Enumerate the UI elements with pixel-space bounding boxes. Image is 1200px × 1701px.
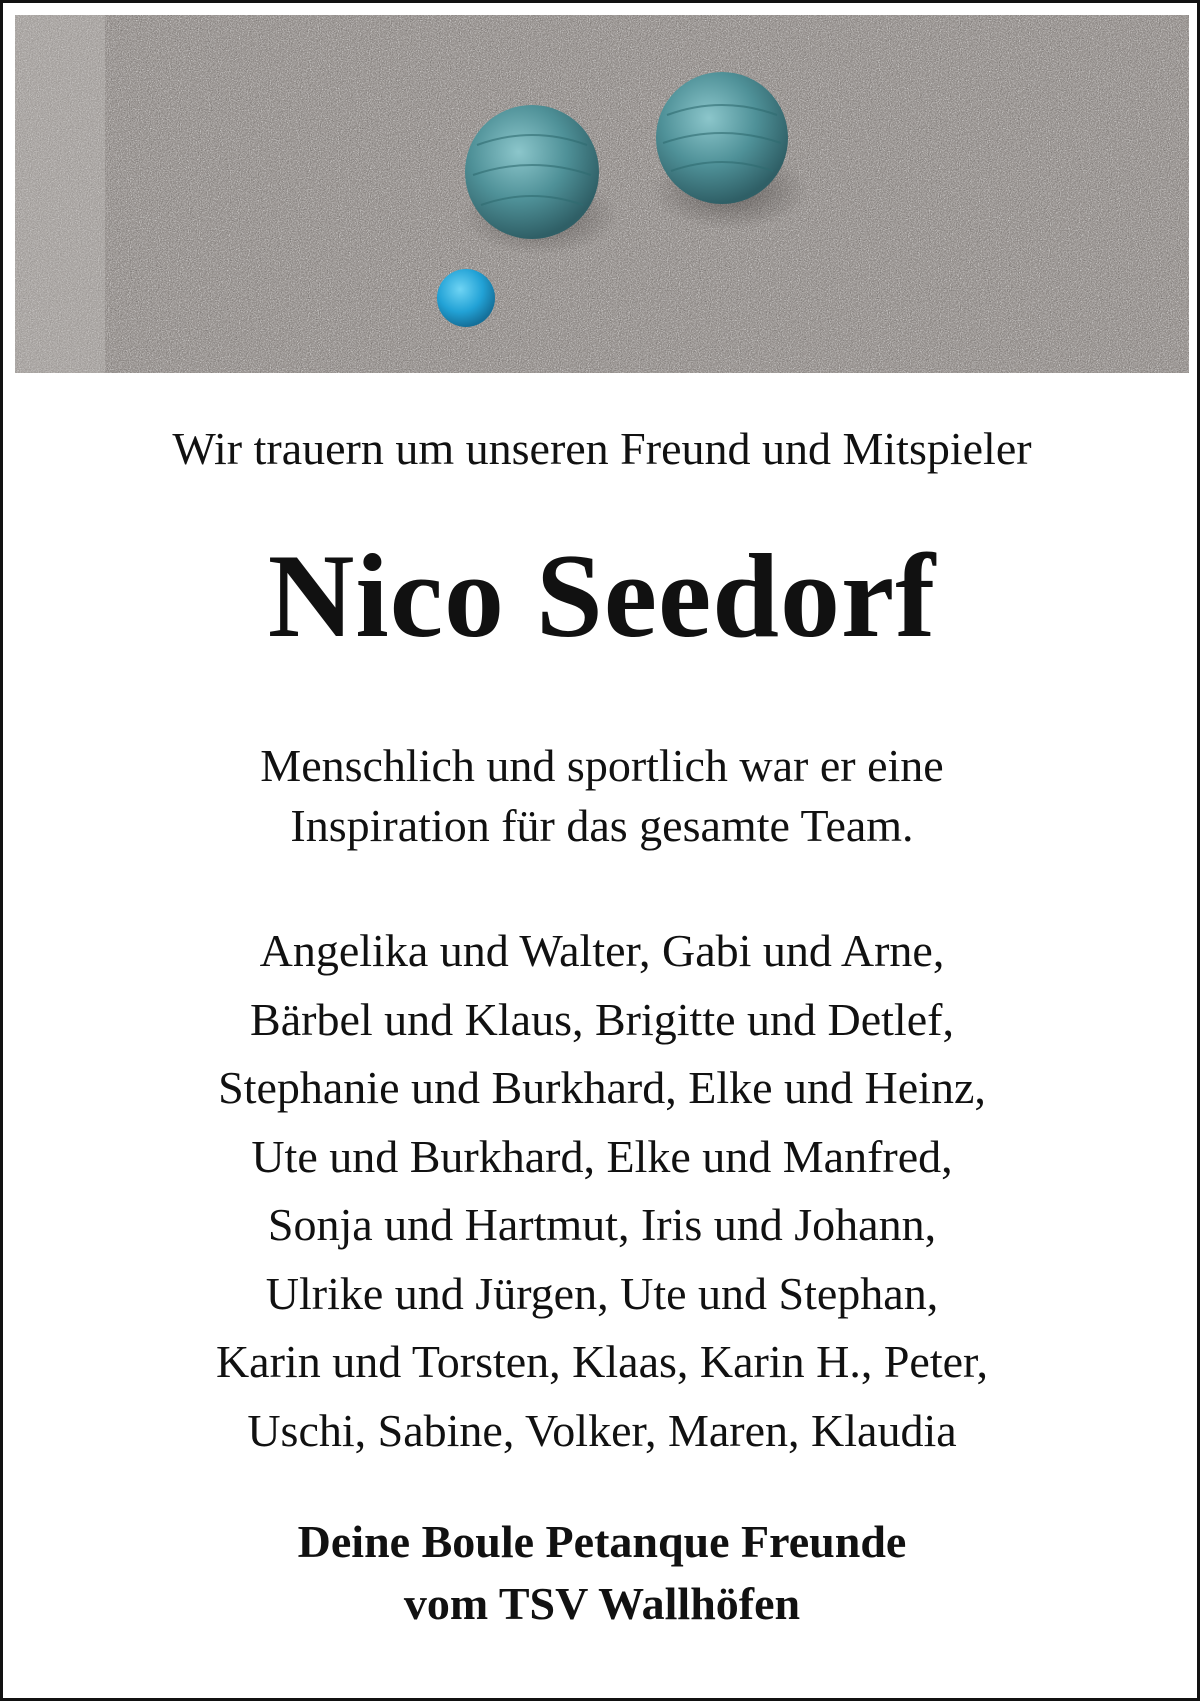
boule-ball-right (656, 72, 788, 204)
boule-photo (15, 15, 1189, 373)
intro-line: Wir trauern um unseren Freund und Mitspieler (172, 423, 1032, 474)
mourner-line: Sonja und Hartmut, Iris und Johann, (267, 1199, 937, 1250)
signature-line: vom TSV Wallhöfen (403, 1578, 801, 1629)
mourner-line: Uschi, Sabine, Volker, Maren, Klaudia (247, 1404, 957, 1456)
signature (15, 1511, 1189, 1635)
gravel-left-shade (15, 15, 105, 373)
tribute-text (15, 736, 1189, 856)
mourner-line: Stephanie und Burkhard, Elke und Heinz, (218, 1062, 986, 1113)
jack-ball (437, 269, 495, 327)
mourner-line: Angelika und Walter, Gabi und Arne, (259, 925, 945, 976)
mourner-line: Bärbel und Klaus, Brigitte und Detlef, (250, 993, 954, 1045)
tribute-line: Inspiration für das gesamte Team. (290, 800, 914, 851)
mourner-line: Karin und Torsten, Klaas, Karin H., Peter, (215, 1336, 989, 1387)
signature-line: Deine Boule Petanque Freunde (297, 1516, 907, 1567)
mourner-line: Ute und Burkhard, Elke und Manfred, (251, 1130, 953, 1182)
mourner-line: Ulrike und Jürgen, Ute und Stephan, (265, 1267, 939, 1319)
tribute-line: Menschlich und sportlich war er eine (260, 740, 944, 791)
mourners-list (15, 917, 1189, 1465)
deceased-name: Nico Seedorf (267, 529, 937, 662)
